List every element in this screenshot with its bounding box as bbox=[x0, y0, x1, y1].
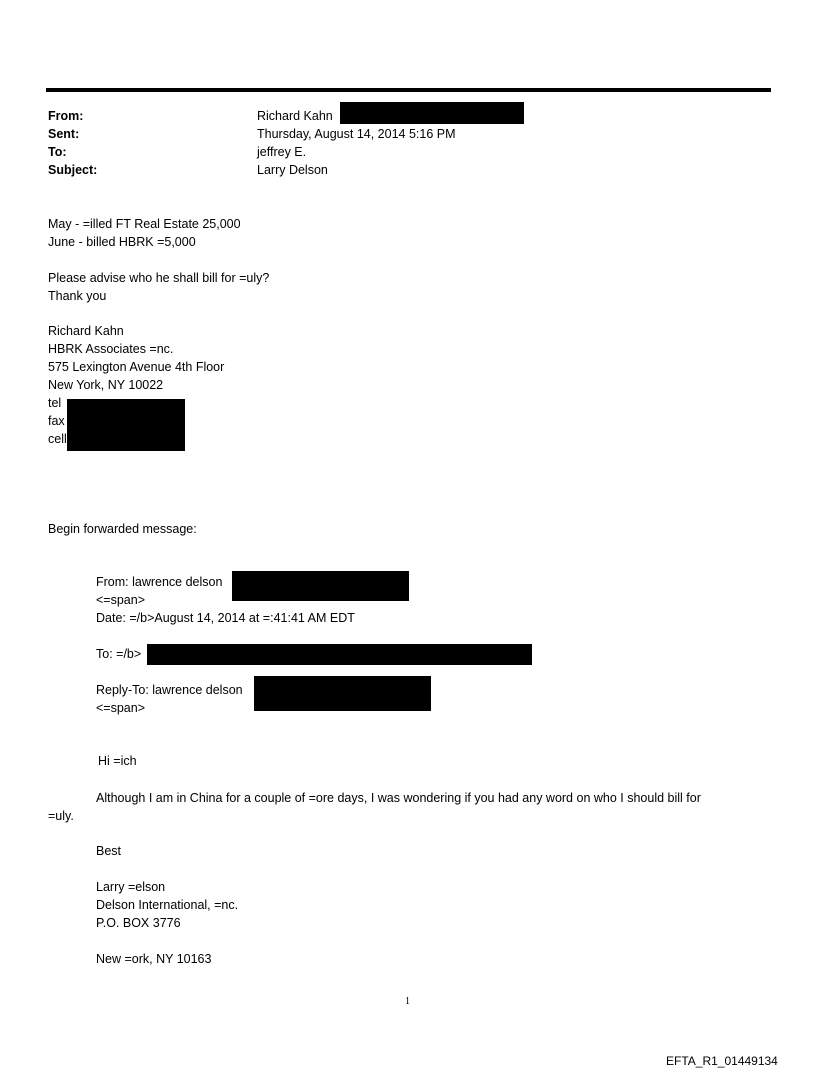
forward-paragraph-cont: =uly. bbox=[48, 809, 74, 823]
sent-value: Thursday, August 14, 2014 5:16 PM bbox=[257, 127, 456, 141]
signature-address-2: New York, NY 10022 bbox=[48, 378, 164, 392]
signature-address-1: 575 Lexington Avenue 4th Floor bbox=[48, 360, 225, 374]
body-line-4: Thank you bbox=[48, 289, 107, 303]
signature-fax-label: fax bbox=[48, 414, 65, 428]
forward-sig-box: P.O. BOX 3776 bbox=[96, 916, 181, 930]
sent-label: Sent: bbox=[48, 127, 80, 141]
forward-span-1: <=span> bbox=[96, 593, 146, 607]
to-label: To: bbox=[48, 145, 67, 159]
to-value: jeffrey E. bbox=[257, 145, 307, 159]
header-rule bbox=[46, 88, 771, 92]
forward-intro: Begin forwarded message: bbox=[48, 522, 197, 536]
forward-sig-city: New =ork, NY 10163 bbox=[96, 952, 212, 966]
from-value: Richard Kahn bbox=[257, 109, 333, 123]
forward-sig-name: Larry =elson bbox=[96, 880, 166, 894]
signature-cell-label: cell bbox=[48, 432, 67, 446]
page-number: 1 bbox=[405, 996, 410, 1007]
signature-tel-label: tel bbox=[48, 396, 62, 410]
subject-value: Larry Delson bbox=[257, 163, 328, 177]
forward-span-2: <=span> bbox=[96, 701, 146, 715]
redaction-from-email bbox=[340, 102, 524, 124]
forward-paragraph: Although I am in China for a couple of =ore days, I was wondering if you had any word on who I should bill for bbox=[96, 791, 701, 805]
redaction-forward-from-email bbox=[232, 571, 409, 601]
redaction-forward-to bbox=[147, 644, 532, 665]
subject-label: Subject: bbox=[48, 163, 98, 177]
from-label: From: bbox=[48, 109, 84, 123]
document-id-footer: EFTA_R1_01449134 bbox=[666, 1054, 778, 1068]
body-line-3: Please advise who he shall bill for =uly? bbox=[48, 271, 270, 285]
forward-reply-to: Reply-To: lawrence delson bbox=[96, 683, 243, 697]
redaction-phone-numbers bbox=[67, 399, 185, 451]
body-line-2: June - billed HBRK =5,000 bbox=[48, 235, 196, 249]
forward-closing: Best bbox=[96, 844, 122, 858]
forward-greeting: Hi =ich bbox=[98, 754, 137, 768]
forward-to: To: =/b> bbox=[96, 647, 142, 661]
forward-sig-company: Delson International, =nc. bbox=[96, 898, 239, 912]
redaction-reply-to-email bbox=[254, 676, 431, 711]
signature-company: HBRK Associates =nc. bbox=[48, 342, 174, 356]
forward-date: Date: =/b>August 14, 2014 at =:41:41 AM EDT bbox=[96, 611, 355, 625]
forward-from: From: lawrence delson bbox=[96, 575, 223, 589]
body-line-1: May - =illed FT Real Estate 25,000 bbox=[48, 217, 241, 231]
signature-name: Richard Kahn bbox=[48, 324, 124, 338]
